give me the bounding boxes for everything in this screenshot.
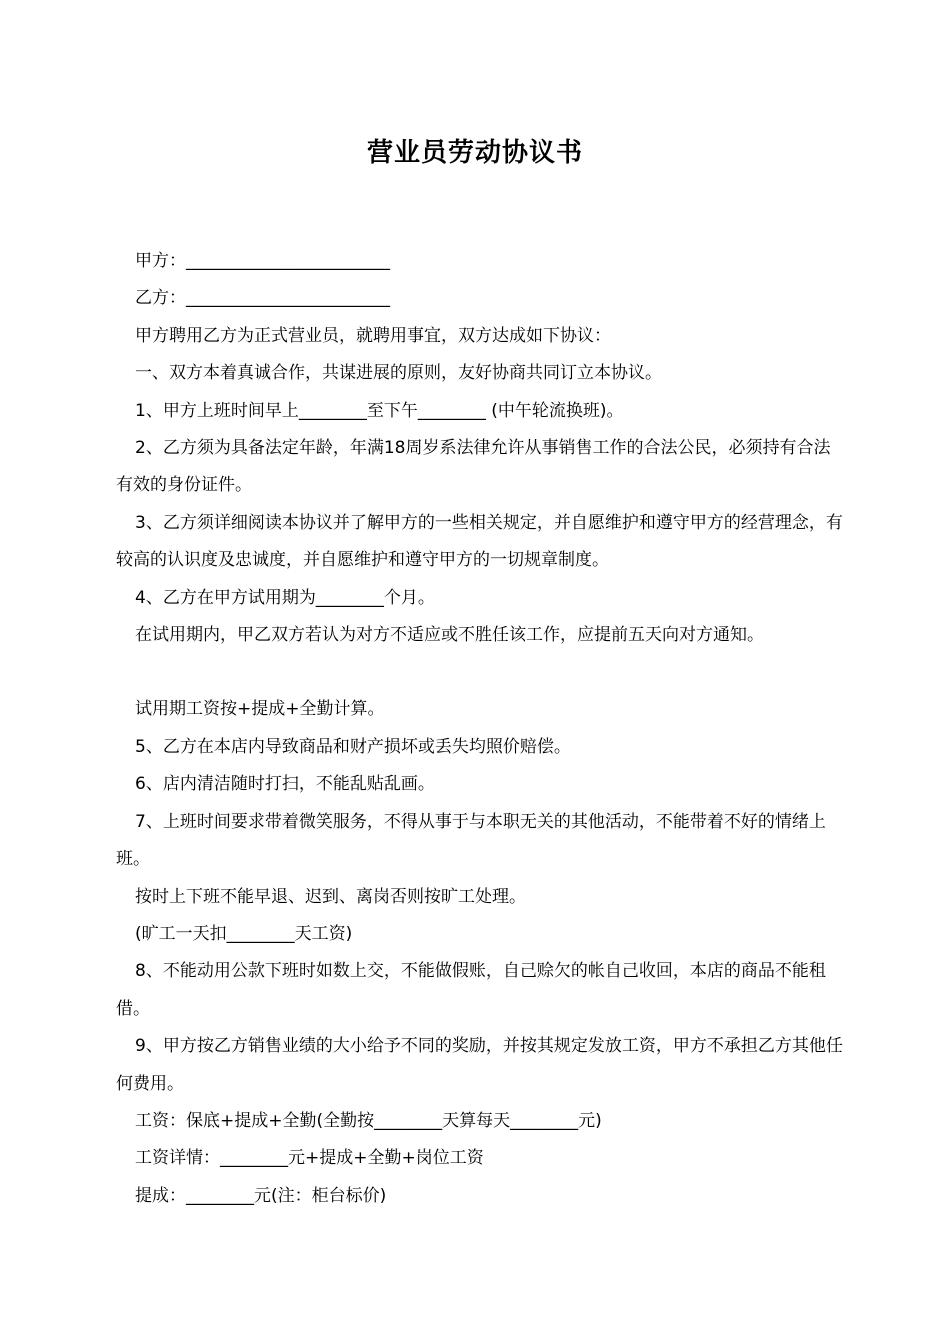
probation-notice: 在试用期内，甲乙双方若认为对方不适应或不胜任该工作，应提前五天向对方通知。: [135, 625, 764, 646]
party-a-line: 甲方：________________________: [135, 251, 390, 271]
clause-4: 4、乙方在甲方试用期为________个月。: [135, 587, 435, 608]
salary-detail-line: 工资详情：________元+提成+全勤+岗位工资: [135, 1148, 484, 1169]
clause-6: 6、店内清洁随时打扫，不能乱贴乱画。: [135, 774, 435, 795]
commission-line: 提成：________元(注：柜台标价): [135, 1185, 387, 1206]
clause-8: 8、不能动用公款下班时如数上交，不能做假账，自己赊欠的帐自己收回，本店的商品不能租借。: [116, 961, 826, 1019]
clause-3: 3、乙方须详细阅读本协议并了解甲方的一些相关规定，并自愿维护和遵守甲方的经营理念，有较高的认识度及忠诚度，并自愿维护和遵守甲方的一切规章制度。: [116, 512, 843, 571]
probation-pay: 试用期工资按+提成+全勤计算。: [135, 699, 385, 720]
clause-5: 5、乙方在本店内导致商品和财产损坏或丢失均照价赔偿。: [135, 736, 571, 757]
document-body: [116, 243, 846, 1215]
clause-1: 1、甲方上班时间早上________至下午________ (中午轮流换班)。: [135, 400, 624, 421]
agreement-intro: 甲方聘用乙方为正式营业员，就聘用事宜，双方达成如下协议：: [135, 325, 611, 346]
clause-2: 2、乙方须为具备法定年龄，年满18周岁系法律允许从事销售工作的合法公民，必须持有合法有效的身份证件。: [116, 438, 831, 496]
clause-7: 7、上班时间要求带着微笑服务，不得从事于与本职无关的其他活动，不能带着不好的情绪上班。: [116, 811, 826, 870]
document-title: 营业员劳动协议书: [366, 138, 583, 168]
absence-deduction: (旷工一天扣________天工资): [135, 923, 353, 944]
blank-gap: [116, 654, 846, 691]
clause-9: 9、甲方按乙方销售业绩的大小给予不同的奖励，并按其规定发放工资，甲方不承担乙方其他任何费用。: [116, 1036, 843, 1094]
salary-line: 工资：保底+提成+全勤(全勤按________天算每天________元): [135, 1110, 602, 1131]
clause-general: 一、双方本着真诚合作，共谋进展的原则，友好协商共同订立本协议。: [135, 363, 662, 384]
attendance-rule: 按时上下班不能早退、迟到、离岗否则按旷工处理。: [135, 886, 526, 907]
party-b-line: 乙方：________________________: [135, 288, 390, 309]
